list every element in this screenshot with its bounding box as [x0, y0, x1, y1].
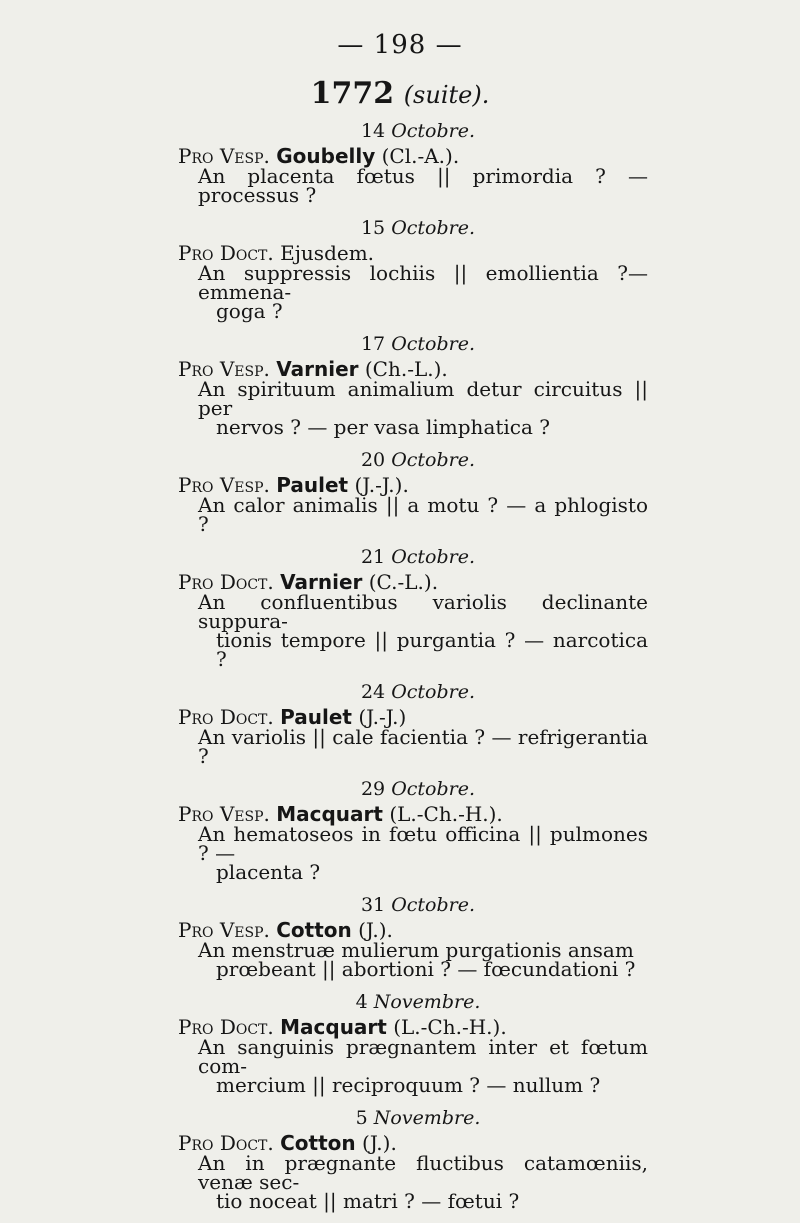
thesis-question	[178, 164, 648, 207]
candidate-initials: (L.-Ch.-H.).	[389, 802, 503, 826]
entry-prefix: Pro Doct.	[178, 241, 274, 265]
question-line: goga ?	[216, 299, 283, 323]
candidate-initials: (Ch.-L.).	[364, 357, 448, 381]
question-line: An suppressis lochiis || emollientia ?—emmena-	[198, 261, 648, 304]
entry-prefix: Pro Vesp.	[178, 144, 270, 168]
entry-date	[178, 217, 648, 239]
page-number: — 198 —	[337, 30, 463, 60]
question-line: An hematoseos in fœtu officina || pulmones ? —	[198, 822, 648, 865]
entry-day: 14	[360, 120, 386, 142]
entry-date	[178, 991, 648, 1013]
thesis-list	[178, 120, 648, 1223]
question-line: An confluentibus variolis declinante suppura-	[198, 590, 648, 633]
entry-date	[178, 778, 648, 800]
thesis-entry	[178, 217, 648, 321]
thesis-entry	[178, 778, 648, 882]
thesis-entry	[178, 333, 648, 437]
entry-prefix: Pro Doct.	[178, 705, 274, 729]
entry-day: 20	[360, 449, 386, 471]
candidate-initials: (Cl.-A.).	[381, 144, 460, 168]
thesis-question	[178, 590, 648, 671]
page-heading	[0, 76, 800, 111]
candidate-name: Cotton	[280, 1131, 356, 1155]
thesis-question	[178, 377, 648, 439]
entry-date	[178, 681, 648, 703]
entry-prefix: Pro Vesp.	[178, 802, 270, 826]
entry-prefix: Pro Vesp.	[178, 473, 270, 497]
entry-day: 24	[360, 681, 386, 703]
question-line: An placenta fœtus || primordia ? — processus ?	[198, 164, 648, 207]
thesis-entry	[178, 1107, 648, 1211]
entry-day: 5	[355, 1107, 368, 1129]
entry-prefix: Pro Doct.	[178, 570, 274, 594]
question-line: An variolis || cale facientia ? — refrigerantia ?	[198, 725, 648, 768]
entry-date	[178, 894, 648, 916]
candidate-name: Goubelly	[276, 144, 376, 168]
entry-month: Octobre.	[391, 778, 476, 800]
entry-month: Octobre.	[391, 120, 476, 142]
candidate-name: Varnier	[280, 570, 363, 594]
question-line: placenta ?	[216, 860, 321, 884]
entry-month: Octobre.	[391, 681, 476, 703]
thesis-entry	[178, 449, 648, 534]
entry-day: 21	[360, 546, 386, 568]
entry-date	[178, 546, 648, 568]
entry-day: 31	[360, 894, 386, 916]
candidate-name: Macquart	[276, 802, 383, 826]
thesis-question	[178, 1035, 648, 1097]
candidate-name: Cotton	[276, 918, 352, 942]
candidate-name: Paulet	[280, 705, 352, 729]
thesis-entry	[178, 991, 648, 1095]
entry-day: 29	[360, 778, 386, 800]
thesis-question	[178, 822, 648, 884]
candidate-initials: Ejusdem.	[280, 241, 375, 265]
entry-date	[178, 333, 648, 355]
entry-day: 17	[360, 333, 386, 355]
entry-day: 4	[355, 991, 368, 1013]
entry-prefix: Pro Vesp.	[178, 357, 270, 381]
thesis-question	[178, 938, 648, 981]
question-line: tio noceat || matri ? — fœtui ?	[216, 1189, 520, 1213]
thesis-entry	[178, 894, 648, 979]
thesis-question	[178, 1151, 648, 1213]
candidate-initials: (C.-L.).	[368, 570, 439, 594]
heading-suite: (suite).	[403, 81, 490, 109]
entry-date	[178, 120, 648, 142]
candidate-initials: (J.-J.)	[358, 705, 407, 729]
entry-month: Novembre.	[373, 1107, 481, 1129]
entry-month: Octobre.	[391, 449, 476, 471]
candidate-initials: (J.).	[362, 1131, 397, 1155]
thesis-question	[178, 261, 648, 323]
question-line: An calor animalis || a motu ? — a phlogisto ?	[198, 493, 648, 536]
entry-date	[178, 1107, 648, 1129]
question-line: An sanguinis prægnantem inter et fœtum com-	[198, 1035, 648, 1078]
candidate-initials: (L.-Ch.-H.).	[393, 1015, 507, 1039]
heading-year: 1772	[310, 76, 395, 111]
entry-day: 15	[360, 217, 386, 239]
question-line: tionis tempore || purgantia ? — narcotica ?	[216, 628, 648, 671]
entry-month: Octobre.	[391, 333, 476, 355]
candidate-initials: (J.-J.).	[354, 473, 409, 497]
entry-candidate	[178, 1132, 648, 1154]
candidate-name: Macquart	[280, 1015, 387, 1039]
question-line: An spirituum animalium detur circuitus || per	[198, 377, 648, 420]
candidate-name: Varnier	[276, 357, 359, 381]
thesis-entry	[178, 120, 648, 205]
candidate-name: Paulet	[276, 473, 349, 497]
entry-prefix: Pro Doct.	[178, 1131, 274, 1155]
question-line: prœbeant || abortioni ? — fœcundationi ?	[216, 957, 636, 981]
entry-prefix: Pro Vesp.	[178, 918, 270, 942]
thesis-entry	[178, 681, 648, 766]
entry-month: Novembre.	[373, 991, 481, 1013]
thesis-entry	[178, 546, 648, 669]
question-line: An in prægnante fluctibus catamœniis, venæ sec-	[198, 1151, 648, 1194]
entry-prefix: Pro Doct.	[178, 1015, 274, 1039]
thesis-question	[178, 725, 648, 768]
question-line: mercium || reciproquum ? — nullum ?	[216, 1073, 601, 1097]
entry-month: Octobre.	[391, 546, 476, 568]
thesis-question	[178, 493, 648, 536]
entry-date	[178, 449, 648, 471]
question-line: An menstruæ mulierum purgationis ansam	[198, 938, 634, 962]
entry-month: Octobre.	[391, 217, 476, 239]
question-line: nervos ? — per vasa limphatica ?	[216, 415, 551, 439]
candidate-initials: (J.).	[358, 918, 393, 942]
entry-month: Octobre.	[391, 894, 476, 916]
